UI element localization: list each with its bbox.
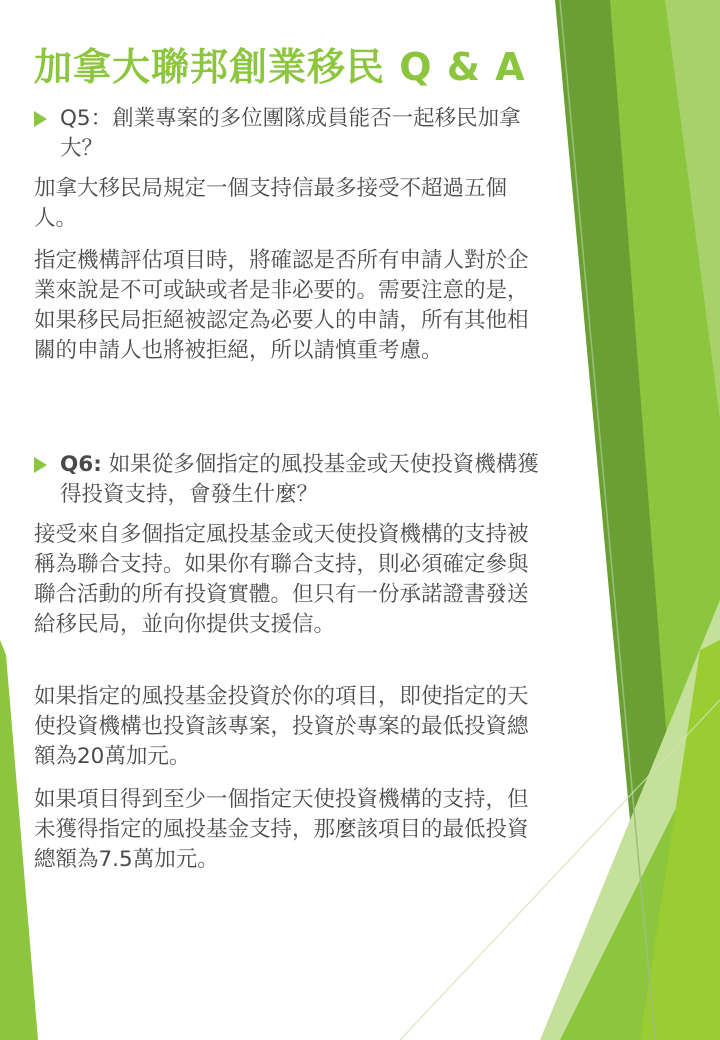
question-q6 bbox=[34, 450, 544, 510]
question-q6-body: 如果從多個指定的風投基金或天使投資機構獲得投資支持，會發生什麼？ bbox=[60, 452, 539, 507]
answer-q5-2: 指定機構評估項目時，將確認是否所有申請人對於企業來說是不可或缺或者是非必要的。需要注意的是，如果移民局拒絕被認定為必要人的申請，所有其他相關的申請人也將被拒絕，所以請慎重考慮。 bbox=[34, 248, 529, 363]
question-q6-text bbox=[60, 450, 544, 510]
answer-q6-2: 如果指定的風投基金投資於你的項目，即使指定的天使投資機構也投資該專案，投資於專案的最低投資總額為20萬加元。 bbox=[34, 684, 529, 769]
question-q5 bbox=[34, 104, 544, 164]
triangle-right-icon bbox=[34, 111, 47, 127]
question-q5-text: Q5：創業專案的多位團隊成員能否一起移民加拿大？ bbox=[60, 106, 521, 161]
answer-q6-1: 接受來自多個指定風投基金或天使投資機構的支持被稱為聯合支持。如果你有聯合支持，則必須確定參與聯合活動的所有投資實體。但只有一份承諾證書發送給移民局，並向你提供支援信。 bbox=[34, 522, 529, 637]
triangle-right-icon bbox=[34, 457, 47, 473]
answer-q5-1: 加拿大移民局規定一個支持信最多接受不超過五個人。 bbox=[34, 176, 508, 231]
answer-q6-3: 如果項目得到至少一個指定天使投資機構的支持，但未獲得指定的風投基金支持，那麼該項目的最低投資總額為7.5萬加元。 bbox=[34, 787, 529, 872]
page-title: 加拿大聯邦創業移民 Q & A bbox=[34, 45, 526, 89]
question-q6-label: Q6: bbox=[60, 452, 102, 477]
